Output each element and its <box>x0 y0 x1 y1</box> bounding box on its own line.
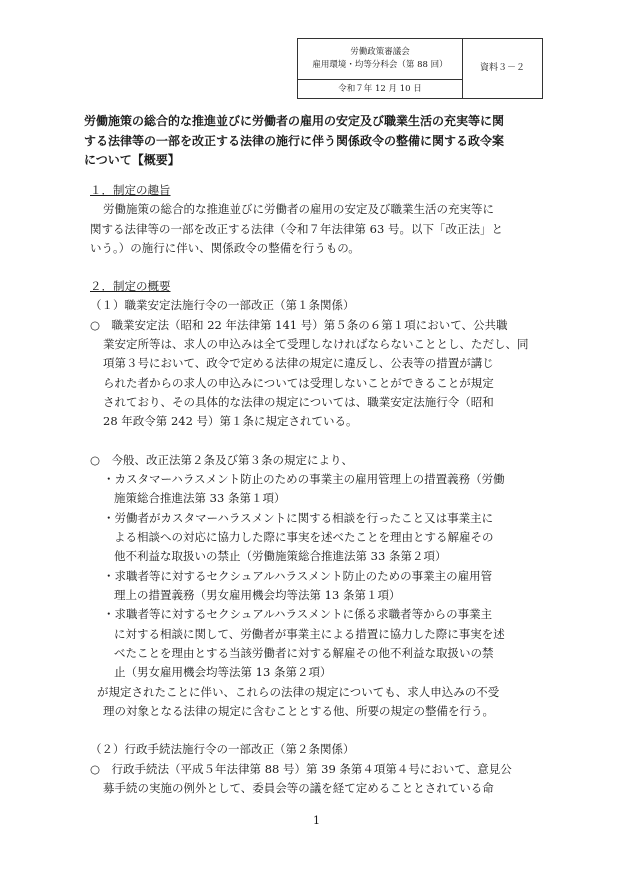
section-1-heading: １．制定の趣旨 <box>90 183 171 197</box>
paragraph-line: ○ 行政手続法（平成５年法律第 88 号）第 39 条第４項第４号において、意見公 <box>90 762 512 776</box>
bullet-item: よる相談への対応に協力した際に事実を述べたことを理由とする解雇その <box>114 530 494 544</box>
bullet-item: 他不利益な取扱いの禁止（労働施策総合推進法第 33 条第２項） <box>114 549 447 563</box>
bullet-item: 止（男女雇用機会均等法第 13 条第２項） <box>114 665 332 679</box>
paragraph-line: 項第３号において、政令で定める法律の規定に違反し、公表等の措置が講じ <box>103 356 494 370</box>
paragraph-line: 募手続の実施の例外として、委員会等の議を経て定めることとされている命 <box>103 781 494 795</box>
paragraph-line: ○ 職業安定法（昭和 22 年法律第 141 号）第５条の６第１項において、公共職 <box>90 318 508 332</box>
meeting-date: 令和７年 12 月 10 日 <box>298 80 463 98</box>
page-number: 1 <box>313 814 320 827</box>
paragraph-line: られた者からの求人の申込みについては受理しないことができることが規定 <box>103 376 494 390</box>
section-1-line: 労働施策の総合的な推進並びに労働者の雇用の安定及び職業生活の充実等に <box>103 202 494 216</box>
paragraph-line: 28 年政令第 242 号）第１条に規定されている。 <box>103 414 358 428</box>
title-line: する法律等の一部を改正する法律の施行に伴う関係政令の整備に関する政令案 <box>84 133 505 148</box>
paragraph-line: が規定されたことに伴い、これらの法律の規定についても、求人申込みの不受 <box>97 685 500 699</box>
section-2-heading: ２．制定の概要 <box>90 279 171 293</box>
paragraph-line: 理の対象となる法律の規定に含むこととする他、所要の規定の整備を行う。 <box>103 704 494 718</box>
section-1-line: いう。）の施行に伴い、関係政令の整備を行うもの。 <box>90 241 360 255</box>
bullet-item: 施策総合推進法第 33 条第１項） <box>114 491 286 505</box>
document-title <box>84 112 554 171</box>
bullet-item: ・求職者等に対するセクシュアルハラスメント防止のための事業主の雇用管 <box>103 569 493 583</box>
title-line: について【概要】 <box>84 153 180 167</box>
paragraph-line: 業安定所等は、求人の申込みは全て受理しなければならないこととし、ただし、同 <box>103 337 529 351</box>
subcommittee-name: 雇用環境・均等分科会（第 88 回） <box>312 60 448 70</box>
bullet-item: ・カスタマーハラスメント防止のための事業主の雇用管理上の措置義務（労働 <box>103 472 505 486</box>
bullet-item: 理上の措置義務（男女雇用機会均等法第 13 条第１項） <box>114 588 401 602</box>
bullet-item: ・労働者がカスタマーハラスメントに関する相談を行ったこと又は事業主に <box>103 511 494 525</box>
council-name-cell <box>298 39 463 80</box>
bullet-item: ・求職者等に対するセクシュアルハラスメントに係る求職者等からの事業主 <box>103 607 493 621</box>
document-header-box <box>297 38 543 99</box>
title-line: 労働施策の総合的な推進並びに労働者の雇用の安定及び職業生活の充実等に関 <box>84 114 505 128</box>
document-id: 資料３－２ <box>479 63 525 73</box>
council-name: 労働政策審議会 <box>350 47 410 57</box>
paragraph-intro: ○ 今般、改正法第２条及び第３条の規定により、 <box>90 453 354 467</box>
subsection-1-heading: （１）職業安定法施行令の一部改正（第１条関係） <box>90 298 355 312</box>
paragraph-line: されており、その具体的な法律の規定については、職業安定法施行令（昭和 <box>103 395 494 409</box>
bullet-item: に対する相談に関して、労働者が事業主による措置に協力した際に事実を述 <box>114 627 505 641</box>
subsection-2-heading: （２）行政手続法施行令の一部改正（第２条関係） <box>90 742 355 756</box>
bullet-item: べたことを理由とする当該労働者に対する解雇その他不利益な取扱いの禁 <box>114 646 494 660</box>
section-1-line: 関する法律等の一部を改正する法律（令和７年法律第 63 号。以下「改正法」と <box>90 222 503 236</box>
